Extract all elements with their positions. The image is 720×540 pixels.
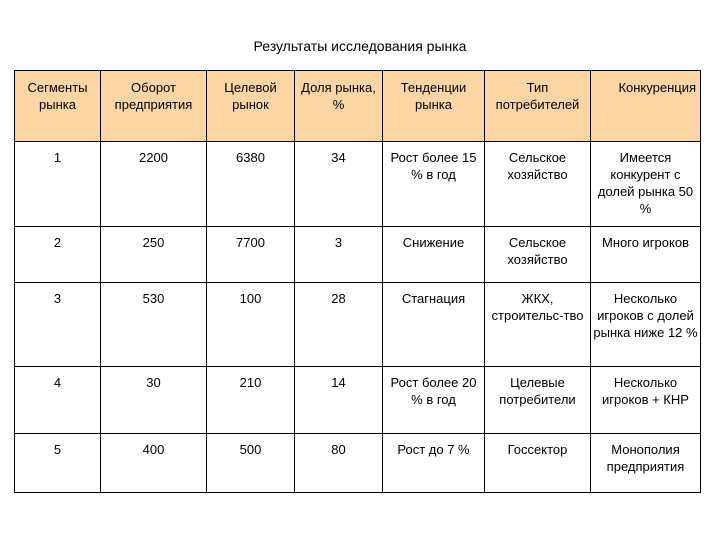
cell-turnover: 530 (101, 283, 207, 367)
cell-competition: Монополия предприятия (591, 434, 701, 493)
header-segments: Сегменты рынка (15, 71, 101, 142)
cell-trend: Снижение (383, 227, 485, 283)
cell-consumer-type: Госсектор (485, 434, 591, 493)
cell-segment: 1 (15, 142, 101, 227)
cell-turnover: 250 (101, 227, 207, 283)
cell-segment: 3 (15, 283, 101, 367)
cell-trend: Стагнация (383, 283, 485, 367)
cell-market-share: 3 (295, 227, 383, 283)
cell-turnover: 400 (101, 434, 207, 493)
cell-competition: Несколько игроков + КНР (591, 367, 701, 434)
cell-competition: Несколько игроков с долей рынка ниже 12 % (591, 283, 701, 367)
header-target-market: Целевой рынок (207, 71, 295, 142)
cell-consumer-type: Сельское хозяйство (485, 142, 591, 227)
table-row (15, 142, 701, 227)
cell-target-market: 6380 (207, 142, 295, 227)
cell-consumer-type: Целевые потребители (485, 367, 591, 434)
header-trends: Тенденции рынка (383, 71, 485, 142)
cell-trend: Рост более 20 % в год (383, 367, 485, 434)
cell-competition: Много игроков (591, 227, 701, 283)
cell-consumer-type: ЖКХ, строительс-тво (485, 283, 591, 367)
cell-trend: Рост более 15 % в год (383, 142, 485, 227)
table-row (15, 434, 701, 493)
table-row (15, 283, 701, 367)
cell-target-market: 100 (207, 283, 295, 367)
table-row (15, 367, 701, 434)
cell-market-share: 14 (295, 367, 383, 434)
cell-trend: Рост до 7 % (383, 434, 485, 493)
cell-target-market: 7700 (207, 227, 295, 283)
cell-consumer-type: Сельское хозяйство (485, 227, 591, 283)
cell-market-share: 34 (295, 142, 383, 227)
cell-segment: 5 (15, 434, 101, 493)
cell-market-share: 80 (295, 434, 383, 493)
cell-turnover: 2200 (101, 142, 207, 227)
cell-segment: 2 (15, 227, 101, 283)
cell-target-market: 210 (207, 367, 295, 434)
header-competition: Конкуренция (591, 71, 701, 142)
cell-market-share: 28 (295, 283, 383, 367)
cell-target-market: 500 (207, 434, 295, 493)
header-consumer-type: Тип потребителей (485, 71, 591, 142)
header-row (15, 71, 701, 142)
table-row (15, 227, 701, 283)
cell-segment: 4 (15, 367, 101, 434)
market-research-table (14, 70, 701, 493)
header-turnover: Оборот предприятия (101, 71, 207, 142)
cell-turnover: 30 (101, 367, 207, 434)
header-market-share: Доля рынка, % (295, 71, 383, 142)
page-title: Результаты исследования рынка (253, 38, 467, 54)
cell-competition: Имеется конкурент с долей рынка 50 % (591, 142, 701, 227)
